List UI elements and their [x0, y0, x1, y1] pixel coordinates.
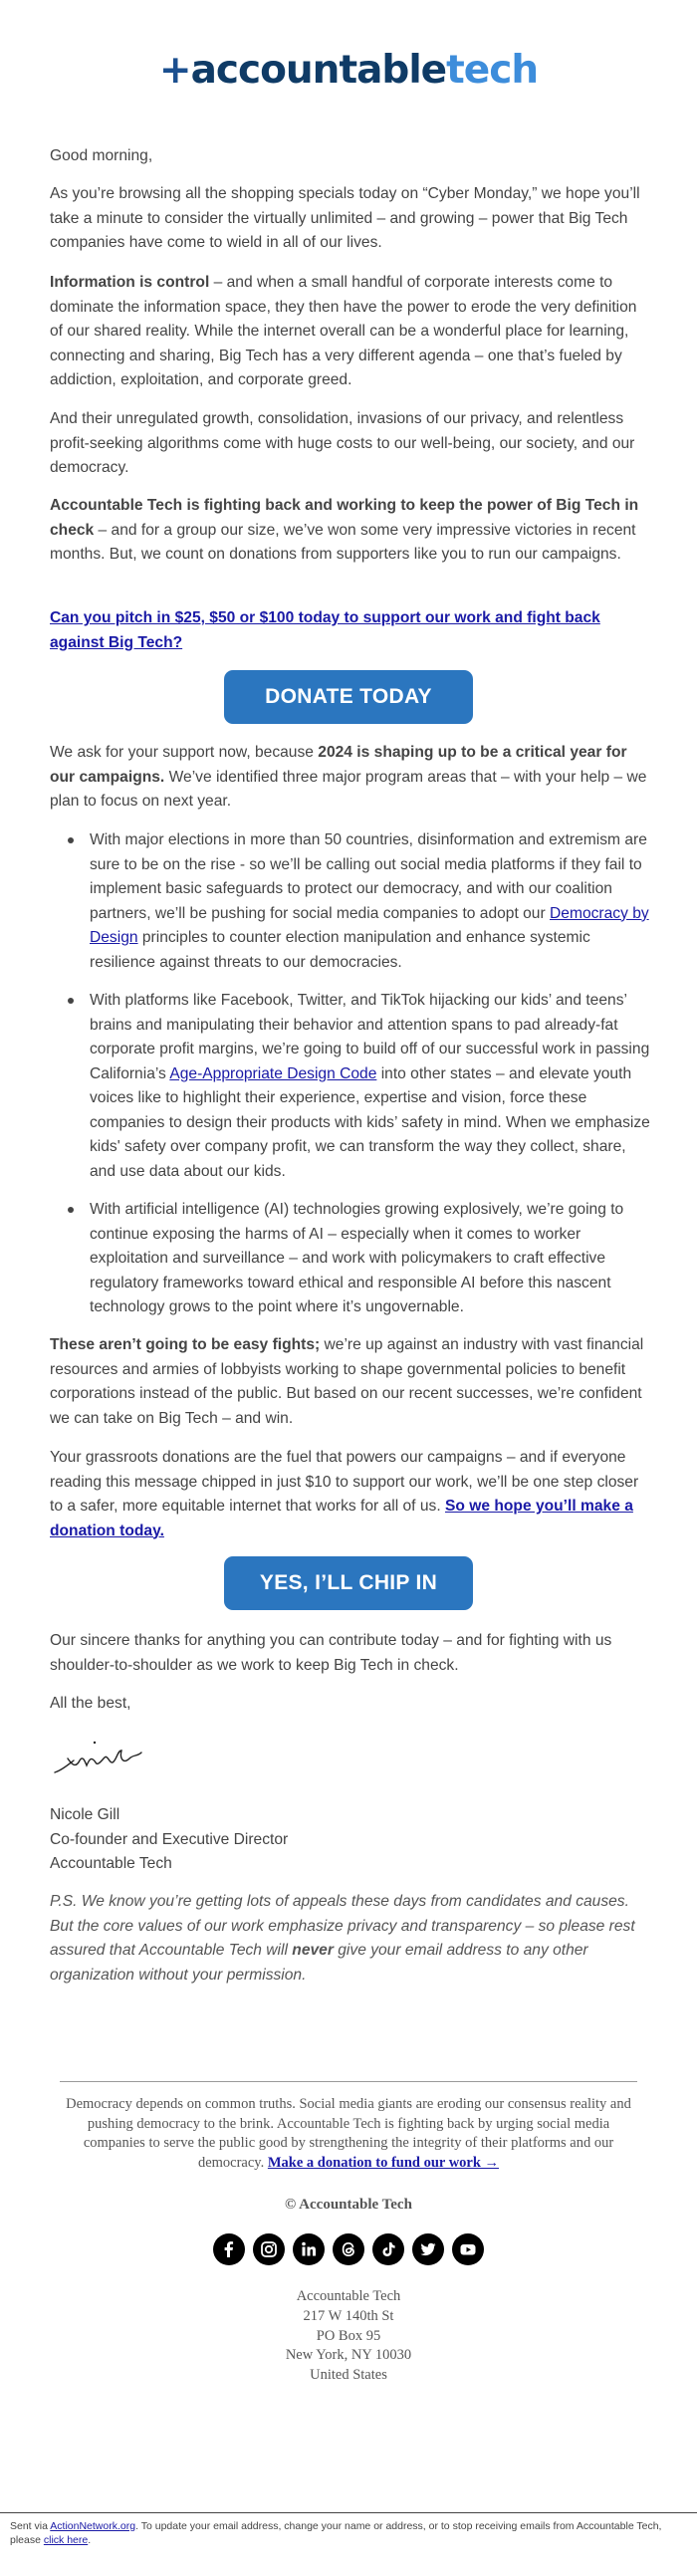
- bullet-item-kids: [90, 989, 650, 1184]
- paragraph-information-control: [50, 271, 650, 393]
- bullet-3-text: With artificial intelligence (AI) technologies growing explosively, we’re going to continue exposing the harms of AI – especially when it comes to worker exploitation and surveillance – and work with policymakers to craft effective regulatory frameworks toward ethical and responsible AI before this nascent technology grows to the point where it’s ungovernable.: [90, 1201, 624, 1315]
- fund-our-work-link[interactable]: Make a donation to fund our work →: [267, 2154, 500, 2171]
- logo-part-2: tech: [446, 48, 539, 93]
- signer-role: Co-founder and Executive Director: [50, 1830, 289, 1848]
- instagram-icon[interactable]: [253, 2233, 285, 2265]
- paragraph-6-text: we’re up against an industry with vast financial resources and armies of lobbyists working to shape governmental policies to benefit corporations instead of the public. But based on our recent successes, we’re confident we can take on Big Tech – and win.: [50, 1336, 644, 1427]
- bullet-1-text-a: With major elections in more than 50 countries, disinformation and extremism are sure to be on the rise - so we’ll be calling out social media platforms if they fail to implement basic safeguards to protect our democracy, and with our coalition partners, we’ll be pushing for social media companies to adopt our: [90, 831, 647, 922]
- accountable-tech-logo: [0, 48, 697, 93]
- address-line: Accountable Tech: [296, 2288, 401, 2304]
- bullet-2-text-a: With platforms like Facebook, Twitter, and TikTok hijacking our kids’ and teens’ brains and manipulating their behavior and attention spans to pad already-fat corporate profit margins, we’re going to build off of our successful work in passing California’s: [90, 992, 650, 1082]
- chip-in-button[interactable]: YES, I’LL CHIP IN: [224, 1556, 473, 1610]
- make-donation-link[interactable]: So we hope you’ll make a donation today.: [50, 1498, 633, 1539]
- age-appropriate-design-code-link[interactable]: Age-Appropriate Design Code: [169, 1064, 377, 1082]
- bullet-list-3: [90, 1198, 650, 1320]
- signer-block: [50, 1803, 650, 1877]
- paragraph-support-now: [50, 741, 650, 815]
- sent-via-notice: [10, 2519, 687, 2547]
- bullet-item-elections: [90, 828, 650, 975]
- logo-part-1: accountable: [190, 48, 447, 93]
- youtube-icon[interactable]: [452, 2233, 484, 2265]
- actionnetwork-link[interactable]: ActionNetwork.org: [50, 2520, 136, 2532]
- bullet-2-text-b: into other states – and elevate youth voices like to highlight their experience, expertise and vision, force these companies to design their products with kids’ safety in mind. When we emphasize kids' safety over company profit, we can transform the way they collect, share, and use data about our kids.: [90, 1064, 650, 1180]
- click-here-link[interactable]: click here: [43, 2534, 89, 2546]
- address-line: PO Box 95: [316, 2327, 381, 2344]
- facebook-icon[interactable]: [213, 2233, 245, 2265]
- paragraph-5-bold: 2024 is shaping up to be a critical year for our campaigns.: [50, 744, 627, 786]
- bottom-divider: [0, 2512, 697, 2513]
- address-line: 217 W 140th St: [303, 2307, 394, 2324]
- footer-address: [0, 2287, 697, 2386]
- bullet-item-ai: [90, 1198, 650, 1320]
- paragraph-intro-text: As you’re browsing all the shopping specials today on “Cyber Monday,” we hope you’ll take a minute to consider the virtually unlimited – and growing – power that Big Tech companies have come to wield in all of our lives.: [50, 185, 640, 251]
- footer-copyright: © Accountable Tech: [285, 2197, 412, 2213]
- democracy-by-design-link[interactable]: Democracy by Design: [90, 904, 649, 946]
- bullet-1-text-b: principles to counter election manipulation and enhance systemic resilience against threats to our democracies.: [90, 929, 590, 971]
- bullet-list: [90, 828, 650, 975]
- paragraph-5-start: We ask for your support now, because: [50, 744, 319, 761]
- paragraph-6-bold: These aren’t going to be easy fights;: [50, 1336, 321, 1353]
- pitch-paragraph: [50, 606, 650, 655]
- paragraph-2-text: – and when a small handful of corporate interests come to dominate the information space, they then have the power to erode the very definition of our shared reality. While the internet overall can be a wonderful place for learning, connecting and sharing, Big Tech has a very different agenda – one that’s fueled by addiction, exploitation, and corporate greed.: [50, 274, 637, 388]
- sent-via-text: Sent via: [10, 2520, 51, 2532]
- signature-image: [50, 1731, 159, 1790]
- footer-mission-text: Democracy depends on common truths. Social media giants are eroding our consensus reality and pushing democracy to the brink. Accountable Tech is fighting back by urging social media companies to serve the public good by strengthening the integrity of their platforms and our democracy.: [66, 2096, 631, 2171]
- twitter-icon[interactable]: [412, 2233, 444, 2265]
- paragraph-7-text: Your grassroots donations are the fuel that powers our campaigns – and if everyone reading this message chipped in just $10 to support our work, we’ll be one step closer to a safer, more equitable internet that works for all of us.: [50, 1449, 639, 1515]
- paragraph-thanks: [50, 1629, 650, 1678]
- ps-text-a: P.S. We know you’re getting lots of appeals these days from candidates and causes. But the core values of our work emphasize privacy and transparency – so please rest assured that Accountable Tech will: [50, 1893, 635, 1959]
- postscript: [50, 1890, 650, 1988]
- signer-org: Accountable Tech: [50, 1855, 172, 1872]
- address-line: United States: [310, 2367, 387, 2384]
- footer-mission: [65, 2095, 632, 2173]
- paragraph-8-text: Our sincere thanks for anything you can contribute today – and for fighting with us shoulder-to-shoulder as we work to keep Big Tech in check.: [50, 1632, 612, 1674]
- paragraph-2-bold: Information is control: [50, 274, 210, 291]
- paragraph-intro: [50, 182, 650, 256]
- bullet-list-2: [90, 989, 650, 1184]
- paragraph-costs: [50, 407, 650, 481]
- paragraph-easy-fights: [50, 1333, 650, 1431]
- closing: All the best,: [50, 1695, 131, 1712]
- paragraph-5-text: We’ve identified three major program areas that – with your help – we plan to focus on next year.: [50, 768, 647, 810]
- signature-text: Nicole: [50, 1731, 53, 1732]
- linkedin-icon[interactable]: [293, 2233, 325, 2265]
- footer-divider: [60, 2081, 637, 2082]
- address-line: New York, NY 10030: [285, 2347, 412, 2364]
- paragraph-fighting-back: [50, 494, 650, 568]
- ps-bold: never: [292, 1942, 334, 1959]
- paragraph-3-text: And their unregulated growth, consolidation, invasions of our privacy, and relentless profit-seeking algorithms come with huge costs to our well-being, our society, and our democracy.: [50, 410, 635, 476]
- ps-text-b: give your email address to any other organization without your permission.: [50, 1942, 588, 1984]
- bullet-dot: [68, 998, 74, 1004]
- signer-name: Nicole Gill: [50, 1806, 120, 1823]
- logo-plus: +: [158, 48, 191, 93]
- greeting: Good morning,: [50, 147, 153, 164]
- bullet-dot: [68, 837, 74, 843]
- bullet-dot: [68, 1207, 74, 1213]
- pitch-in-link[interactable]: Can you pitch in $25, $50 or $100 today to support our work and fight back against Big Tech?: [50, 609, 600, 651]
- paragraph-4-text: – and for a group our size, we’ve won some very impressive victories in recent months. But, we count on donations from supporters like you to run our campaigns.: [50, 521, 636, 563]
- tiktok-icon[interactable]: [372, 2233, 404, 2265]
- paragraph-4-bold: Accountable Tech is fighting back and working to keep the power of Big Tech in check: [50, 497, 639, 539]
- donate-today-button[interactable]: DONATE TODAY: [224, 670, 473, 724]
- social-icons-row: [0, 2233, 697, 2265]
- period: .: [88, 2534, 92, 2546]
- threads-icon[interactable]: [333, 2233, 364, 2265]
- unsubscribe-text: . To update your email address, change your name or address, or to stop receiving emails from Accountable Tech, please: [10, 2520, 662, 2546]
- paragraph-grassroots: [50, 1446, 650, 1543]
